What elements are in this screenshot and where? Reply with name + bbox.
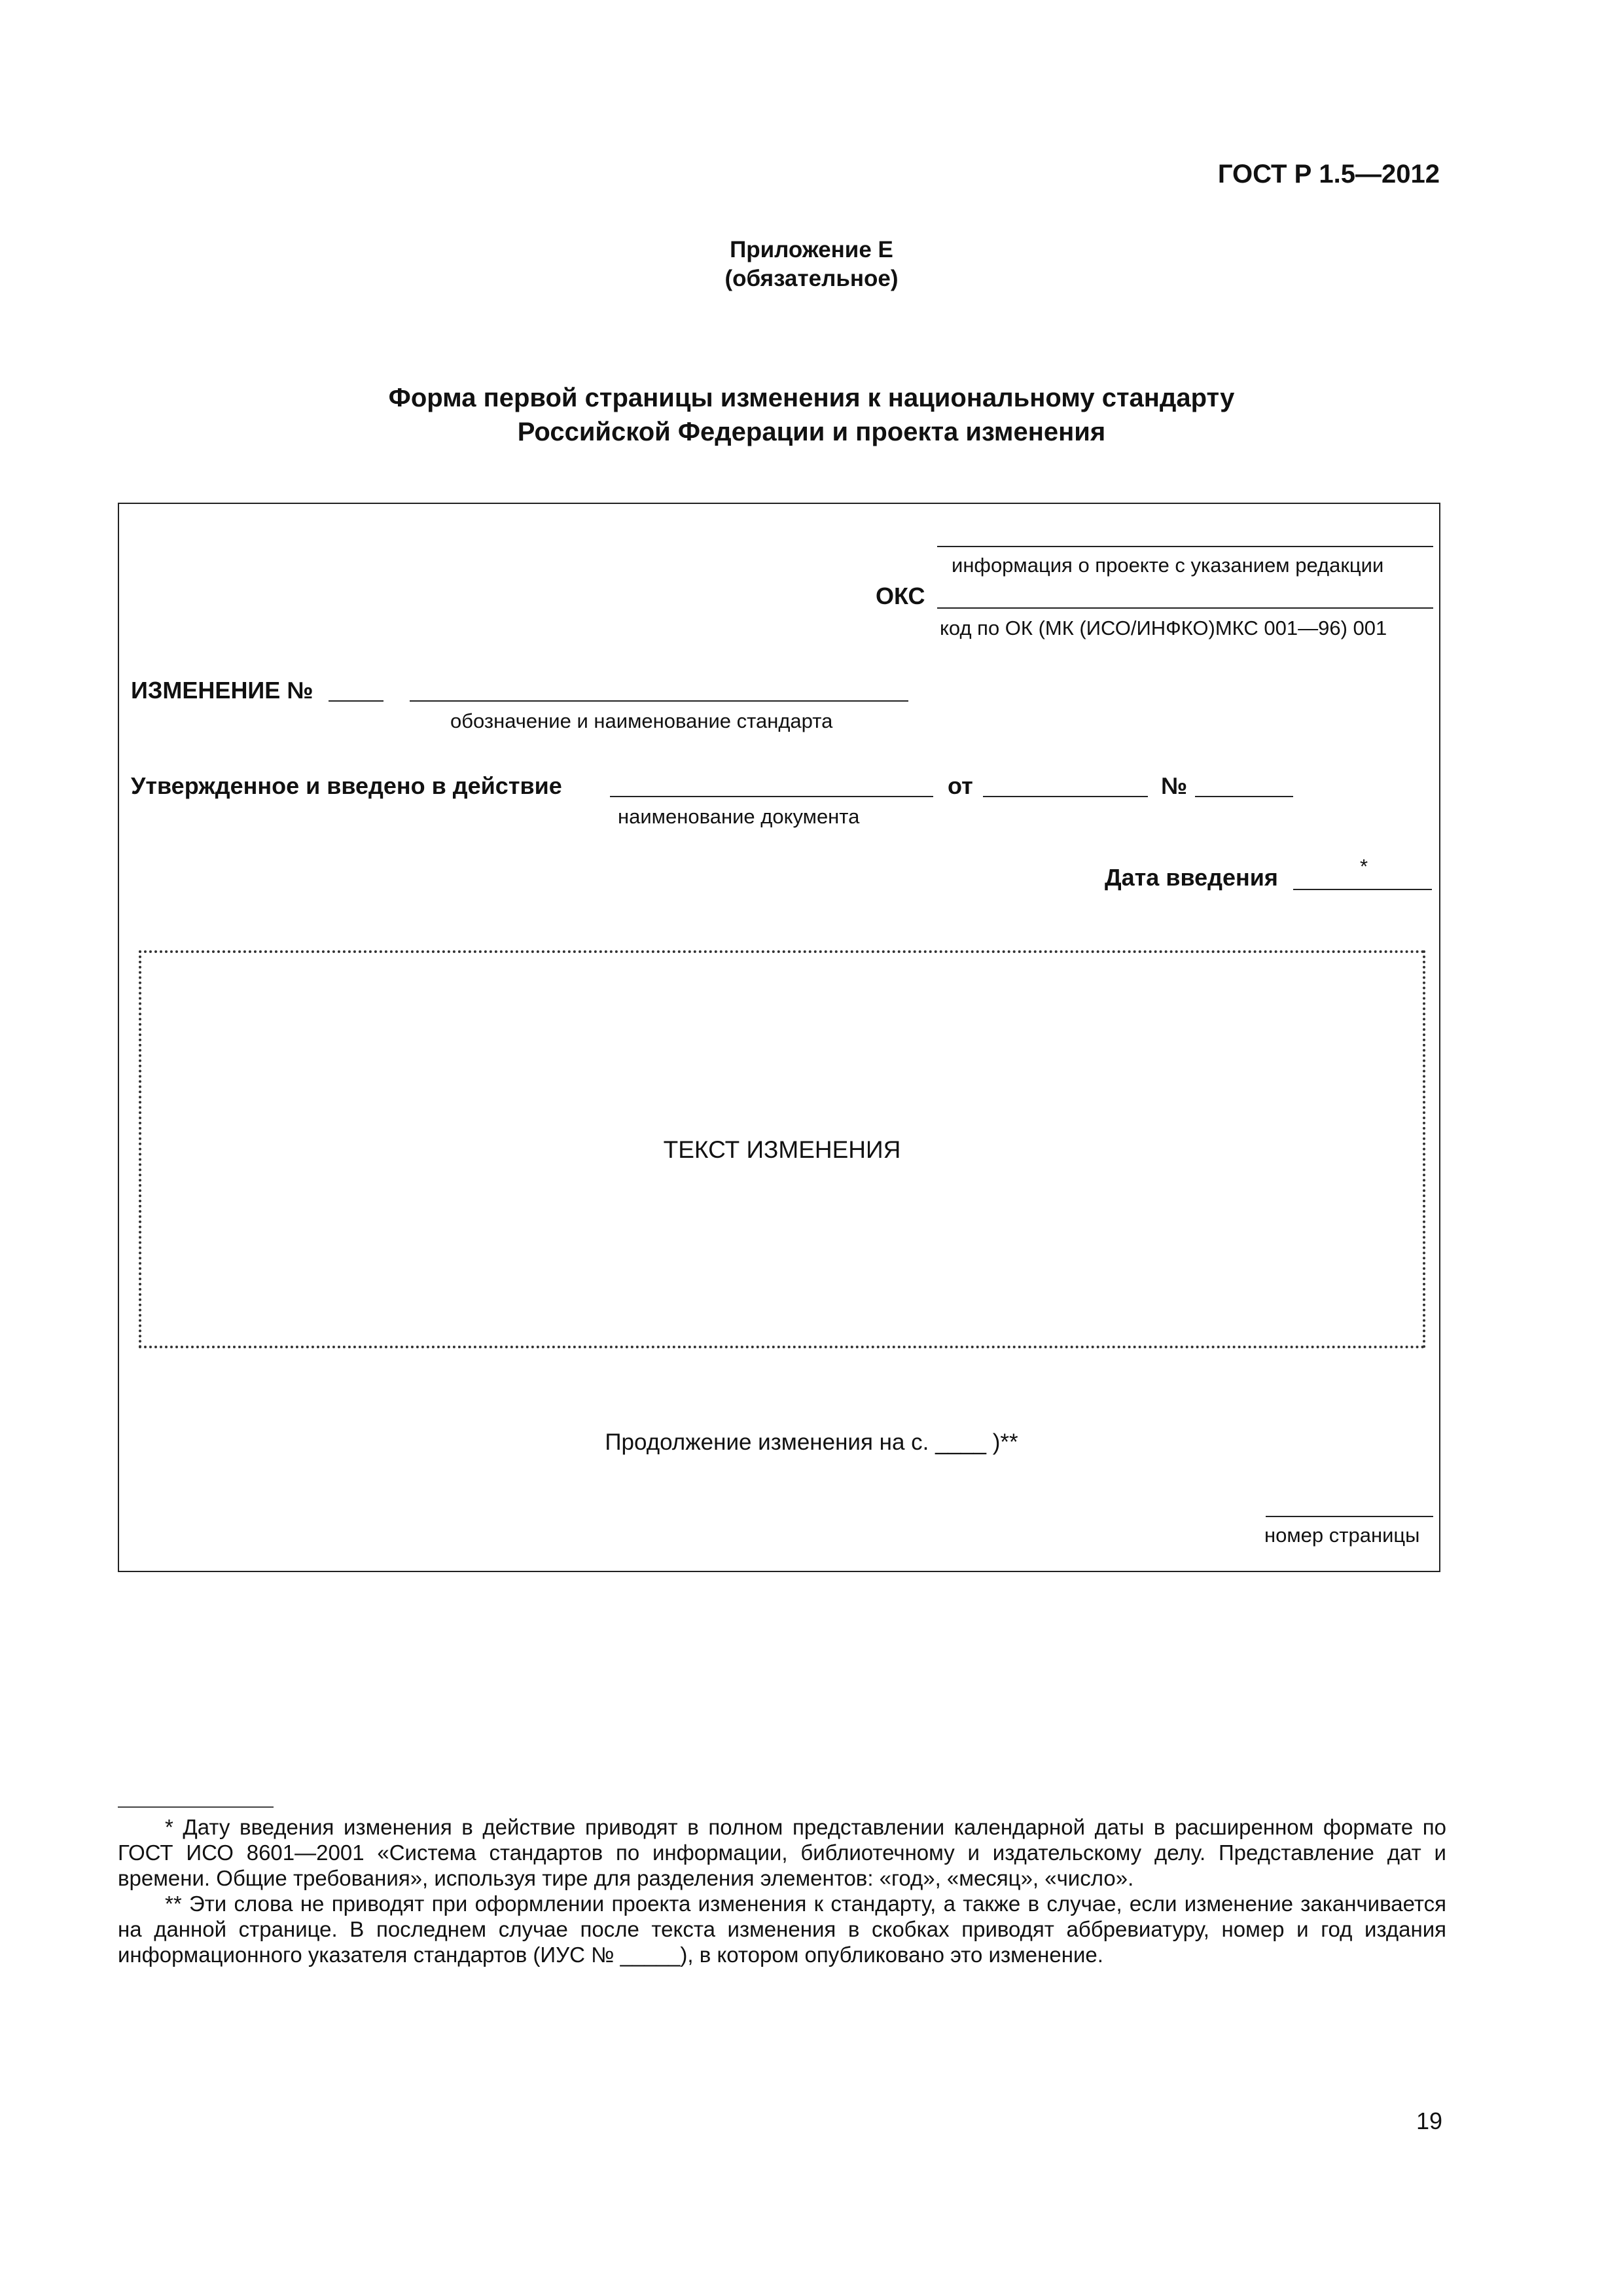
change-text-placeholder: ТЕКСТ ИЗМЕНЕНИЯ [663, 1136, 901, 1163]
footnote-1: * Дату введения изменения в действие приводят в полном представлении календарной даты в расширенном формате по ГОСТ ИСО 8601—2001 «Система стандартов по информации, библиотечному и издательскому делу. Представление дат и времени. Общие требования», используя тире для разделения элементов: «год», «месяц», «число». [118, 1815, 1446, 1890]
appendix-title: Приложение Е [730, 237, 893, 262]
number-line [1195, 796, 1293, 797]
standard-header: ГОСТ Р 1.5—2012 [1217, 160, 1440, 188]
from-line [983, 796, 1148, 797]
approved-label: Утвержденное и введено в действие [131, 772, 562, 799]
project-info-line [937, 546, 1433, 547]
oks-caption: код по ОК (МК (ИСО/ИНФКО)МКС 001—96) 001 [940, 617, 1387, 639]
from-label: от [948, 772, 973, 799]
standard-line [410, 700, 908, 702]
oks-label: ОКС [876, 583, 925, 609]
date-line [1293, 889, 1432, 890]
footnote-divider [118, 1806, 274, 1808]
page-number: 19 [1416, 2108, 1442, 2134]
page-number-caption: номер страницы [1264, 1524, 1420, 1547]
number-label: № [1161, 772, 1188, 799]
document-line [610, 796, 933, 797]
appendix-status: (обязательное) [724, 266, 899, 291]
oks-line [937, 607, 1433, 609]
date-footnote-mark: * [1360, 855, 1368, 878]
project-info-caption: информация о проекте с указанием редакции [952, 554, 1384, 577]
continuation-text: Продолжение изменения на с. ____ )** [605, 1429, 1018, 1455]
page-title-line1: Форма первой страницы изменения к национальному стандарту [388, 384, 1235, 412]
document-caption: наименование документа [618, 805, 860, 828]
standard-caption: обозначение и наименование стандарта [450, 709, 833, 732]
footnote-2: ** Эти слова не приводят при оформлении проекта изменения к стандарту, а также в случае, если изменение заканчивается на данной странице. В последнем случае после текста изменения в скобках приводят аббревиатуру, номер и год издания информационного указателя стандартов (ИУС № _____), в котором опубликовано это изменение. [118, 1892, 1446, 1967]
page-title-line2: Российской Федерации и проекта изменения [517, 418, 1106, 446]
page-number-line [1266, 1516, 1433, 1517]
change-number-line [329, 700, 383, 702]
date-label: Дата введения [1105, 864, 1278, 891]
change-label: ИЗМЕНЕНИЕ № [131, 677, 313, 704]
footnotes [118, 1814, 1446, 1967]
change-text-box [139, 950, 1425, 1348]
